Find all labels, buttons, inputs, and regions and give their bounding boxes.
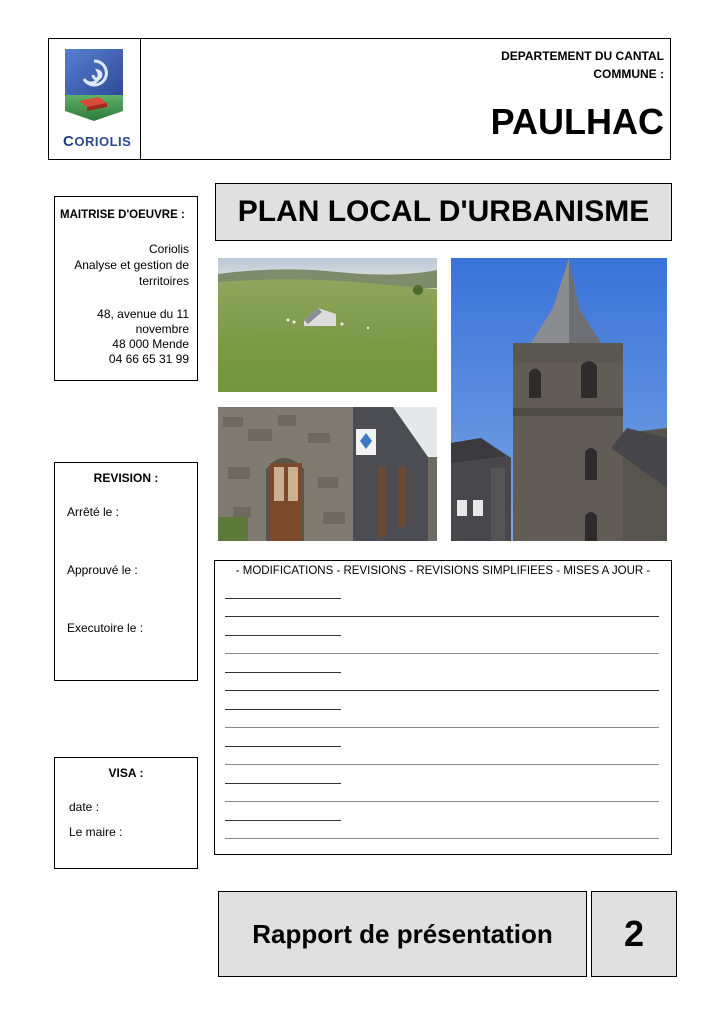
logo-cell — [49, 39, 141, 159]
modification-short-line — [225, 820, 341, 821]
modification-long-line — [225, 838, 659, 839]
modification-long-line — [225, 764, 659, 765]
maitrise-desc: Analyse et gestion de territoires — [74, 258, 189, 288]
revision-box — [54, 462, 198, 681]
departement-label: DEPARTEMENT DU CANTAL — [501, 49, 664, 63]
commune-label: COMMUNE : — [593, 67, 664, 81]
modification-long-line — [225, 653, 659, 654]
modification-long-line — [225, 690, 659, 691]
modification-short-line — [225, 672, 341, 673]
maitrise-phone: 04 66 65 31 99 — [108, 352, 189, 366]
visa-maire-label: Le maire : — [69, 825, 123, 839]
modification-long-line — [225, 801, 659, 802]
rapport-title: Rapport de présentation — [218, 891, 587, 977]
executoire-field-label: Executoire le : — [67, 621, 144, 635]
document-title: PLAN LOCAL D'URBANISME — [215, 183, 672, 241]
maitrise-box — [54, 196, 198, 381]
church-tower-photo — [451, 258, 667, 541]
modification-short-line — [225, 783, 341, 784]
maitrise-org-block — [59, 241, 189, 289]
modification-short-line — [225, 709, 341, 710]
maitrise-address1: 48, avenue du 11 novembre — [97, 307, 189, 336]
revision-title: REVISION : — [93, 471, 159, 485]
logo-text: CORIOLIS — [63, 133, 132, 150]
modifications-box — [214, 560, 672, 855]
header-box — [48, 38, 671, 160]
modification-long-line — [225, 727, 659, 728]
visa-title: VISA : — [108, 766, 144, 780]
approuve-field-label: Approuvé le : — [67, 563, 138, 577]
maitrise-label: MAITRISE D'OEUVRE : — [60, 209, 185, 221]
maitrise-address-block — [59, 307, 189, 367]
visa-box — [54, 757, 198, 869]
modification-long-line — [225, 616, 659, 617]
modifications-title: - MODIFICATIONS - REVISIONS - REVISIONS SIMPLIFIEES - MISES A JOUR - — [235, 565, 651, 577]
maitrise-org: Coriolis — [148, 242, 189, 256]
commune-name: PAULHAC — [490, 101, 664, 142]
maitrise-address2: 48 000 Mende — [112, 337, 189, 351]
modification-short-line — [225, 746, 341, 747]
visa-date-label: date : — [69, 800, 100, 814]
modification-short-line — [225, 635, 341, 636]
document-number: 2 — [591, 891, 677, 977]
landscape-photo — [218, 258, 437, 392]
departement-info — [501, 47, 664, 83]
modification-short-line — [225, 598, 341, 599]
stone-house-photo — [218, 407, 437, 541]
arrete-field-label: Arrêté le : — [67, 505, 120, 519]
